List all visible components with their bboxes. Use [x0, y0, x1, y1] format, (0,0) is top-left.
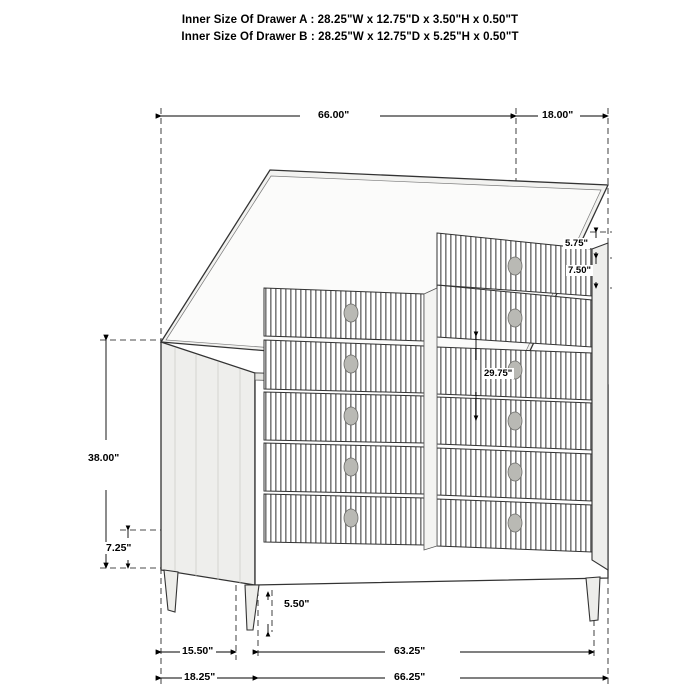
dim-total-height: 38.00" [88, 452, 120, 464]
dim-base-width-outer: 66.25" [394, 671, 426, 683]
dim-drawer-bank-height: 29.75" [484, 368, 513, 379]
dim-top-right-section: 18.00" [542, 109, 574, 121]
dim-leg-height: 7.25" [106, 542, 132, 554]
dim-side-depth-bottom: 18.25" [184, 671, 216, 683]
dim-drawer-front-large: 7.50" [568, 265, 591, 276]
dim-base-width-inner: 63.25" [394, 645, 426, 657]
dim-side-depth-top: 15.50" [182, 645, 214, 657]
drawer-a-note: Inner Size Of Drawer A : 28.25"W x 12.75"D x 3.50"H x 0.50"T [181, 14, 519, 26]
dim-leg-offset: 5.50" [284, 598, 310, 610]
dim-top-width: 66.00" [318, 109, 350, 121]
dim-drawer-front-small: 5.75" [565, 238, 588, 249]
drawer-b-note: Inner Size Of Drawer B : 28.25"W x 12.75"D x 5.25"H x 0.50"T [181, 31, 519, 43]
